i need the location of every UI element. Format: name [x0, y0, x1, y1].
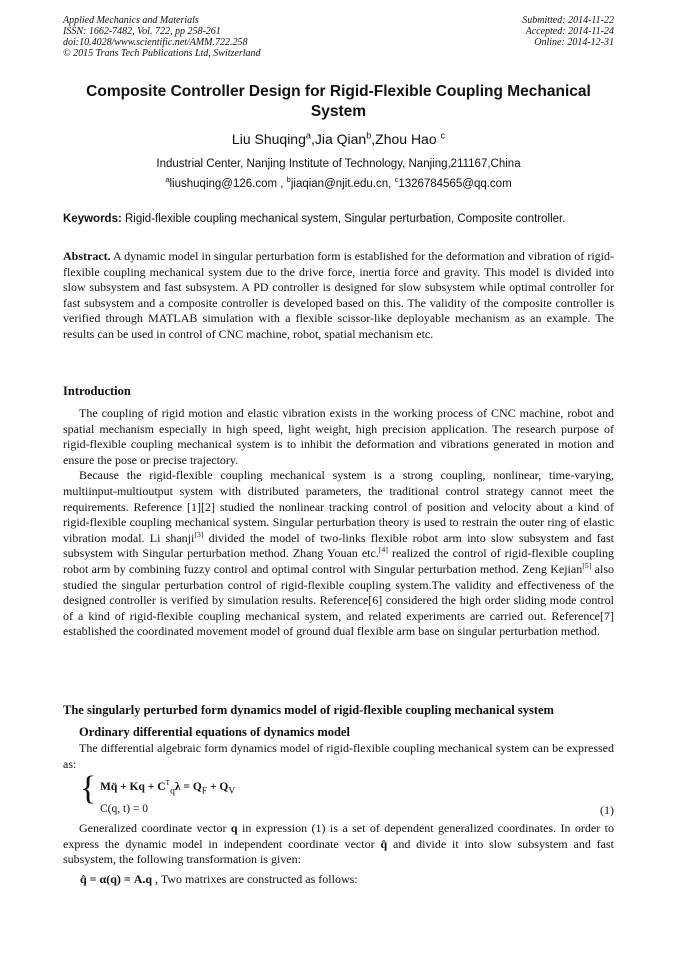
author-name: Jia Qian: [314, 131, 367, 147]
text-run: The differential algebraic form dynamics model of rigid-flexible coupling mechanical system can be expressed as:: [63, 741, 614, 771]
submitted-date: Submitted: 2014-11-22: [522, 15, 614, 26]
doi-line: doi:10.4028/www.scientific.net/AMM.722.258: [63, 37, 248, 48]
emails: $^a$liushuqing@126.com , $^b$jiaqian@njit.edu.cn, $^c$1326784565@qq.com: [165, 175, 512, 190]
eq-term: λ = Q: [174, 781, 202, 793]
email-link[interactable]: 1326784565@qq.com: [398, 178, 512, 190]
equation-2: [80, 872, 358, 887]
keywords-label: Keywords:: [63, 213, 122, 225]
abstract-text: A dynamic model in singular perturbation form is established for the deformation and vibration of rigid-flexible coupling mechanical system due to the drive force, inertia force and gravity. This model is divided into slow subsystem and fast subsystem. A PD controller is designed for slow subsystem while optimal controller for fast subsystem and a composite controller is developed based on this. The validity of the composite controller is verified through MATLAB simulation with a flexible scissor-like deployable mechanism as an example. The results can be used in control of CNC machine, robot, spatial mechanism etc.: [63, 249, 614, 341]
copyright-line: © 2015 Trans Tech Publications Ltd, Switzerland: [63, 48, 261, 59]
author-sup: c: [440, 130, 446, 141]
section-heading: The singularly perturbed form dynamics model of rigid-flexible coupling mechanical system: [63, 703, 554, 717]
eq-term: Mq̈ + Kq + C: [100, 781, 166, 793]
online-date: Online: 2014-12-31: [534, 37, 614, 48]
citation: [4]: [378, 545, 388, 555]
text-run: also studied the singular perturbation control of rigid-flexible coupling system.The validity and effectiveness of the designed controller is verified by simulation results. Reference[6] considered the high order sliding mode control of a kind of rigid-flexible coupling mechanical system, and related experiments are carried out. Reference[7] established the coordinated movement model of ground dual flexible arm base on singular perturbation method.: [63, 561, 614, 639]
intro-paragraph-2: [63, 468, 614, 640]
text-run: Generalized coordinate vector: [79, 821, 231, 835]
citation: [5]: [582, 560, 592, 570]
symbol-qhat: q̂: [380, 836, 388, 851]
text-run: realized the control of rigid-flexible coupling robot arm by combining fuzzy control and optimal control with Singular perturbation method. Zeng Kejian: [63, 546, 615, 576]
abstract-label: Abstract.: [63, 249, 111, 263]
author-name: Zhou Hao: [375, 131, 437, 147]
introduction-heading: Introduction: [63, 384, 131, 398]
email-sup: c: [394, 175, 399, 185]
eq-term: q̂ = α(q) = A.q: [80, 872, 153, 886]
intro-paragraph-1: The coupling of rigid motion and elastic vibration exists in the working process of CNC machine, robot and spatial mechanism especially in high speed, light weight, high precision application. The research purpose of rigid-flexible coupling mechanical system is to inhibit the deformation and vibrations generated in motion and ensure the pose or precise trajectory.: [63, 406, 614, 467]
text-run: and divide it into slow subsystem and fast subsystem, the following transformation is given:: [63, 836, 614, 867]
introduction-body: [63, 406, 614, 640]
dates-info: [522, 15, 614, 48]
eq-sub: q: [170, 785, 175, 797]
text-run: divided the model of two-links flexible robot arm into slow subsystem and fast subsystem with Singular perturbation method. Zhang Youan etc.: [63, 530, 615, 561]
equation-line: C(q, t) = 0: [100, 803, 149, 816]
subsection-heading: Ordinary differential equations of dynamics model: [79, 725, 350, 739]
paper-title: Composite Controller Design for Rigid-Flexible Coupling Mechanical System: [86, 83, 591, 120]
symbol-q: q: [230, 821, 238, 835]
eq-sup: T: [165, 778, 171, 788]
text-run: in expression (1) is a set of dependent generalized coordinates. In order to express the dynamic model in independent coordinate vector: [63, 821, 614, 851]
text-run: Because the rigid-flexible coupling mechanical system is a strong coupling, nonlinear, time-varying, multiinput-multioutput system with distributed parameters, the traditional control strategy cannot meet the requirements. Reference [1][2] studied the nonlinear tracking control of position and velocity about a kind of rigid-flexible coupling mechanical system. Singular perturbation theory is used to restrain the outer ring of elastic vibration modal. Li shanji: [63, 468, 614, 545]
affiliation: Industrial Center, Nanjing Institute of Technology, Nanjing,211167,China: [156, 158, 521, 170]
eq-sub: F: [201, 785, 208, 797]
eq-sub: V: [228, 785, 236, 797]
equation-1: [80, 770, 236, 818]
equation-line: [100, 778, 235, 800]
section-paragraph-2: [63, 821, 614, 868]
author-sup: a: [305, 130, 311, 141]
email-link[interactable]: liushuqing@126.com: [169, 178, 278, 190]
journal-info: [63, 15, 261, 59]
accepted-date: Accepted: 2014-11-24: [525, 26, 614, 37]
email-sup: b: [286, 175, 291, 185]
email-sup: a: [165, 175, 170, 185]
brace-symbol: {: [80, 770, 97, 807]
eq-term: + Q: [207, 781, 229, 793]
journal-name: Applied Mechanics and Materials: [63, 15, 199, 26]
abstract: [63, 249, 614, 343]
keywords-text: Rigid-flexible coupling mechanical system, Singular perturbation, Composite controller.: [125, 213, 566, 225]
text-run: , Two matrixes are constructed as follows:: [152, 872, 358, 886]
keywords: [63, 213, 614, 225]
author-sup: b: [366, 130, 372, 141]
equation-number: (1): [600, 803, 614, 817]
authors: Liu Shuqing$^a$,Jia Qian$^b$,Zhou Hao $^c$: [231, 130, 446, 147]
section-paragraph-1: [63, 741, 614, 772]
author-name: Liu Shuqing: [231, 131, 306, 147]
email-link[interactable]: jiaqian@njit.edu.cn,: [290, 178, 392, 190]
issn-line: ISSN: 1662-7482, Vol. 722, pp 258-261: [63, 26, 221, 37]
citation: [3]: [194, 529, 204, 539]
